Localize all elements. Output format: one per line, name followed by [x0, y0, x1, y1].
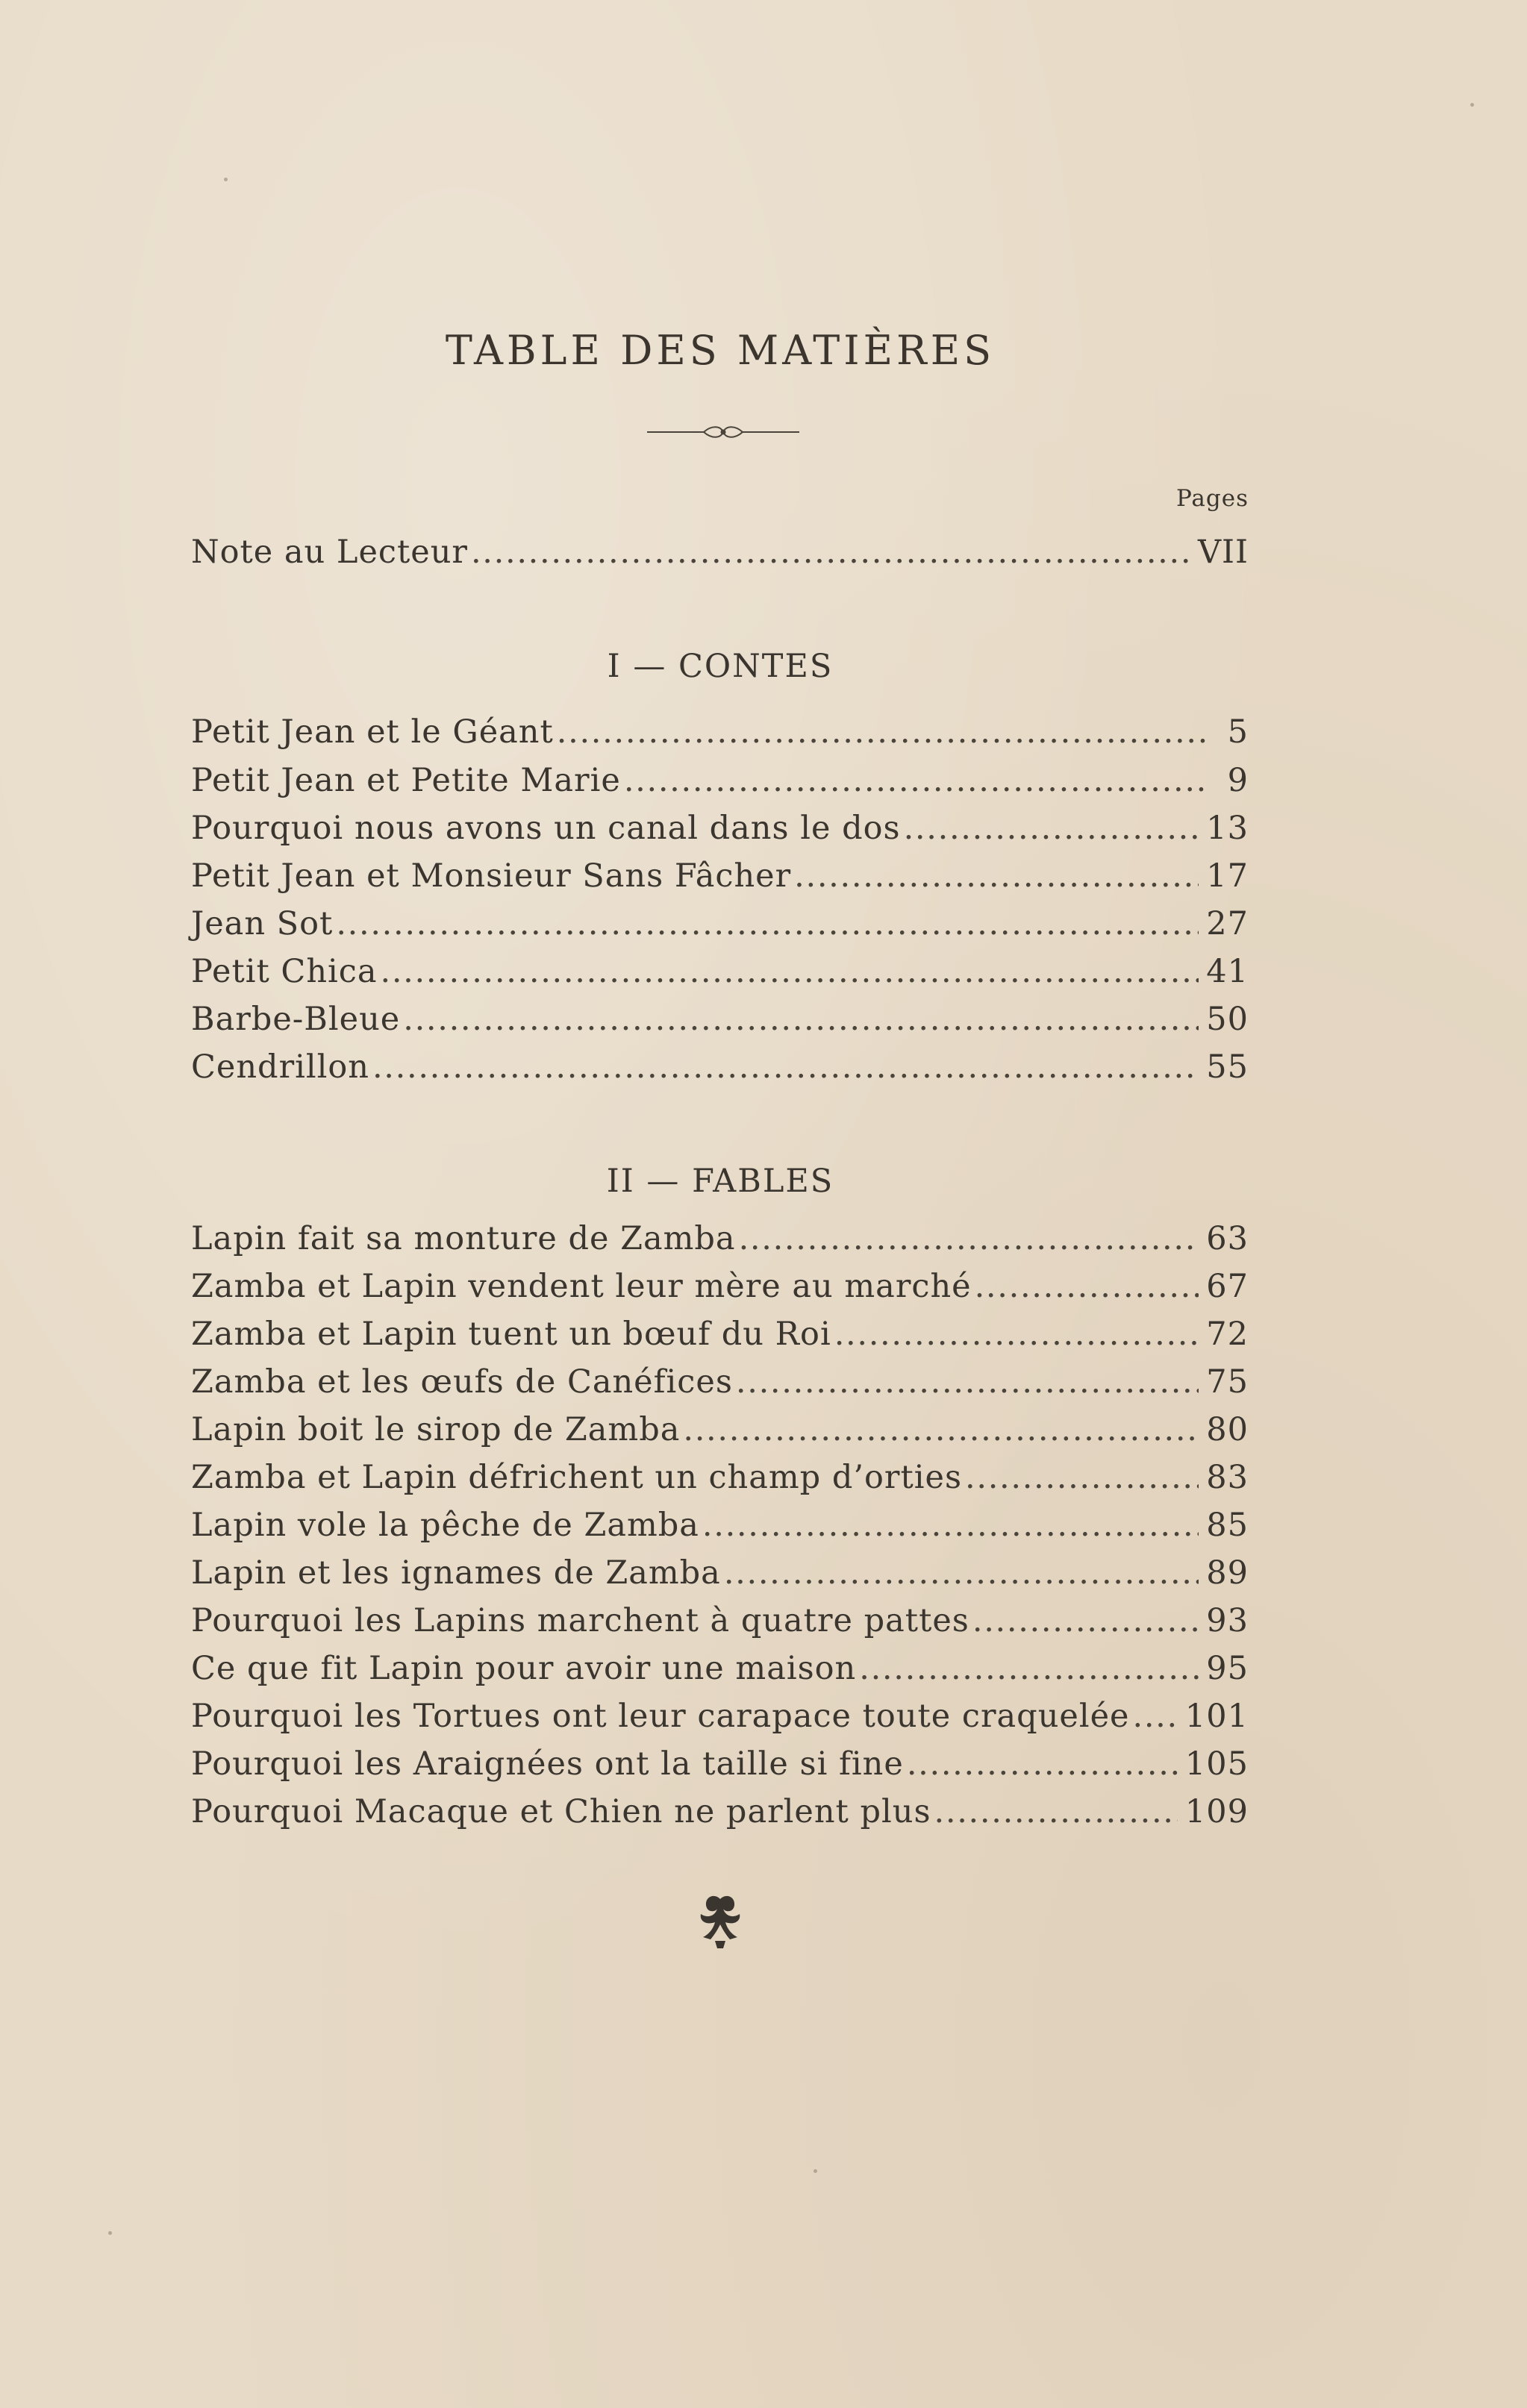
toc-entry [191, 953, 1249, 998]
toc-entry-title: Petit Jean et le Géant [191, 713, 554, 751]
dot-leader [403, 1001, 1199, 1038]
fleuron-icon [694, 1892, 746, 1950]
toc-entry [191, 1459, 1249, 1504]
toc-entry-page: 72 [1206, 1316, 1249, 1353]
toc-entry-title: Petit Jean et Monsieur Sans Fâcher [191, 857, 792, 895]
paper-speck [814, 2169, 817, 2173]
dot-leader [381, 953, 1199, 990]
toc-entry-title: Lapin et les ignames de Zamba [191, 1554, 721, 1592]
toc-entry [191, 1316, 1249, 1360]
section-heading-fables: II — FABLES [606, 1163, 834, 1200]
dot-leader [702, 1507, 1199, 1544]
toc-entry-title: Ce que fit Lapin pour avoir une maison [191, 1650, 857, 1687]
toc-entry [191, 1698, 1249, 1742]
toc-entry-page: 55 [1206, 1048, 1249, 1086]
section-heading-contes: I — CONTES [607, 648, 834, 685]
toc-entry-title: Petit Jean et Petite Marie [191, 762, 621, 799]
pages-column-label: Pages [1175, 485, 1249, 512]
toc-entry [191, 1650, 1249, 1695]
toc-entry-page: 101 [1184, 1698, 1249, 1735]
dot-leader [907, 1745, 1178, 1783]
toc-entry [191, 713, 1249, 758]
dot-leader [557, 713, 1205, 751]
toc-entry [191, 1745, 1249, 1790]
toc-entry [191, 1220, 1249, 1265]
toc-entry-front [191, 534, 1249, 578]
dot-leader [965, 1459, 1199, 1496]
toc-entry-page: 50 [1206, 1001, 1249, 1038]
toc-entry-title: Pourquoi les Araignées ont la taille si fine [191, 1745, 904, 1783]
dot-leader [794, 857, 1199, 895]
dot-leader [471, 534, 1190, 571]
toc-entry-page: 75 [1206, 1363, 1249, 1401]
dot-leader [724, 1554, 1199, 1592]
toc-entry [191, 1363, 1249, 1408]
toc-entry-page: 83 [1206, 1459, 1249, 1496]
paper-speck [108, 2231, 112, 2235]
dot-leader [904, 810, 1199, 847]
toc-entry [191, 1602, 1249, 1647]
toc-entry [191, 1554, 1249, 1599]
dot-leader [1133, 1698, 1178, 1735]
dot-leader [336, 905, 1199, 942]
dot-leader [859, 1650, 1199, 1687]
toc-entry-title: Lapin boit le sirop de Zamba [191, 1411, 681, 1448]
dot-leader [975, 1268, 1199, 1305]
toc-entry [191, 857, 1249, 902]
toc-entry [191, 1001, 1249, 1045]
toc-entry-title: Pourquoi Macaque et Chien ne parlent plus [191, 1793, 931, 1830]
toc-entry-page: 17 [1206, 857, 1249, 895]
dot-leader [624, 762, 1205, 799]
toc-entry-page: 89 [1206, 1554, 1249, 1592]
toc-entry [191, 1507, 1249, 1551]
toc-entry-title: Zamba et Lapin tuent un bœuf du Roi [191, 1316, 831, 1353]
decorative-rule-icon [647, 423, 799, 441]
page-title: TABLE DES MATIÈRES [445, 327, 996, 374]
toc-entry-title: Petit Chica [191, 953, 378, 990]
paper-speck [1470, 103, 1474, 107]
dot-leader [683, 1411, 1199, 1448]
toc-entry-title: Cendrillon [191, 1048, 369, 1086]
toc-entry [191, 1048, 1249, 1093]
toc-entry-page: VII [1197, 534, 1249, 571]
toc-entry [191, 810, 1249, 854]
toc-entry-page: 93 [1206, 1602, 1249, 1639]
toc-entry-title: Zamba et les œufs de Canéfices [191, 1363, 733, 1401]
toc-entry-page: 95 [1206, 1650, 1249, 1687]
toc-entry [191, 905, 1249, 950]
toc-entry [191, 1411, 1249, 1456]
dot-leader [972, 1602, 1199, 1639]
toc-entry-page: 109 [1184, 1793, 1249, 1830]
dot-leader [739, 1220, 1199, 1257]
toc-entry-page: 85 [1206, 1507, 1249, 1544]
dot-leader [372, 1048, 1199, 1086]
toc-entry-title: Pourquoi les Lapins marchent à quatre pattes [191, 1602, 969, 1639]
toc-entry-page: 27 [1206, 905, 1249, 942]
toc-entry-page: 13 [1206, 810, 1249, 847]
toc-entry-page: 9 [1227, 762, 1249, 799]
paper-speck [224, 178, 228, 181]
toc-entry-page: 63 [1206, 1220, 1249, 1257]
toc-entry-title: Note au Lecteur [191, 534, 468, 571]
toc-entry-title: Pourquoi les Tortues ont leur carapace toute craquelée [191, 1698, 1130, 1735]
toc-entry-page: 105 [1184, 1745, 1249, 1783]
toc-entry-title: Zamba et Lapin vendent leur mère au marché [191, 1268, 972, 1305]
toc-entry-title: Zamba et Lapin défrichent un champ d’orties [191, 1459, 963, 1496]
dot-leader [834, 1316, 1199, 1353]
toc-entry-page: 41 [1206, 953, 1249, 990]
toc-entry-title: Barbe-Bleue [191, 1001, 401, 1038]
toc-entry-page: 80 [1206, 1411, 1249, 1448]
toc-entry-title: Lapin vole la pêche de Zamba [191, 1507, 699, 1544]
dot-leader [934, 1793, 1178, 1830]
toc-entry [191, 762, 1249, 807]
toc-entry-title: Pourquoi nous avons un canal dans le dos [191, 810, 901, 847]
dot-leader [736, 1363, 1199, 1401]
toc-entry [191, 1793, 1249, 1838]
toc-entry-page: 67 [1206, 1268, 1249, 1305]
toc-entry-title: Jean Sot [191, 905, 334, 942]
toc-entry-title: Lapin fait sa monture de Zamba [191, 1220, 736, 1257]
toc-entry [191, 1268, 1249, 1313]
toc-entry-page: 5 [1227, 713, 1249, 751]
